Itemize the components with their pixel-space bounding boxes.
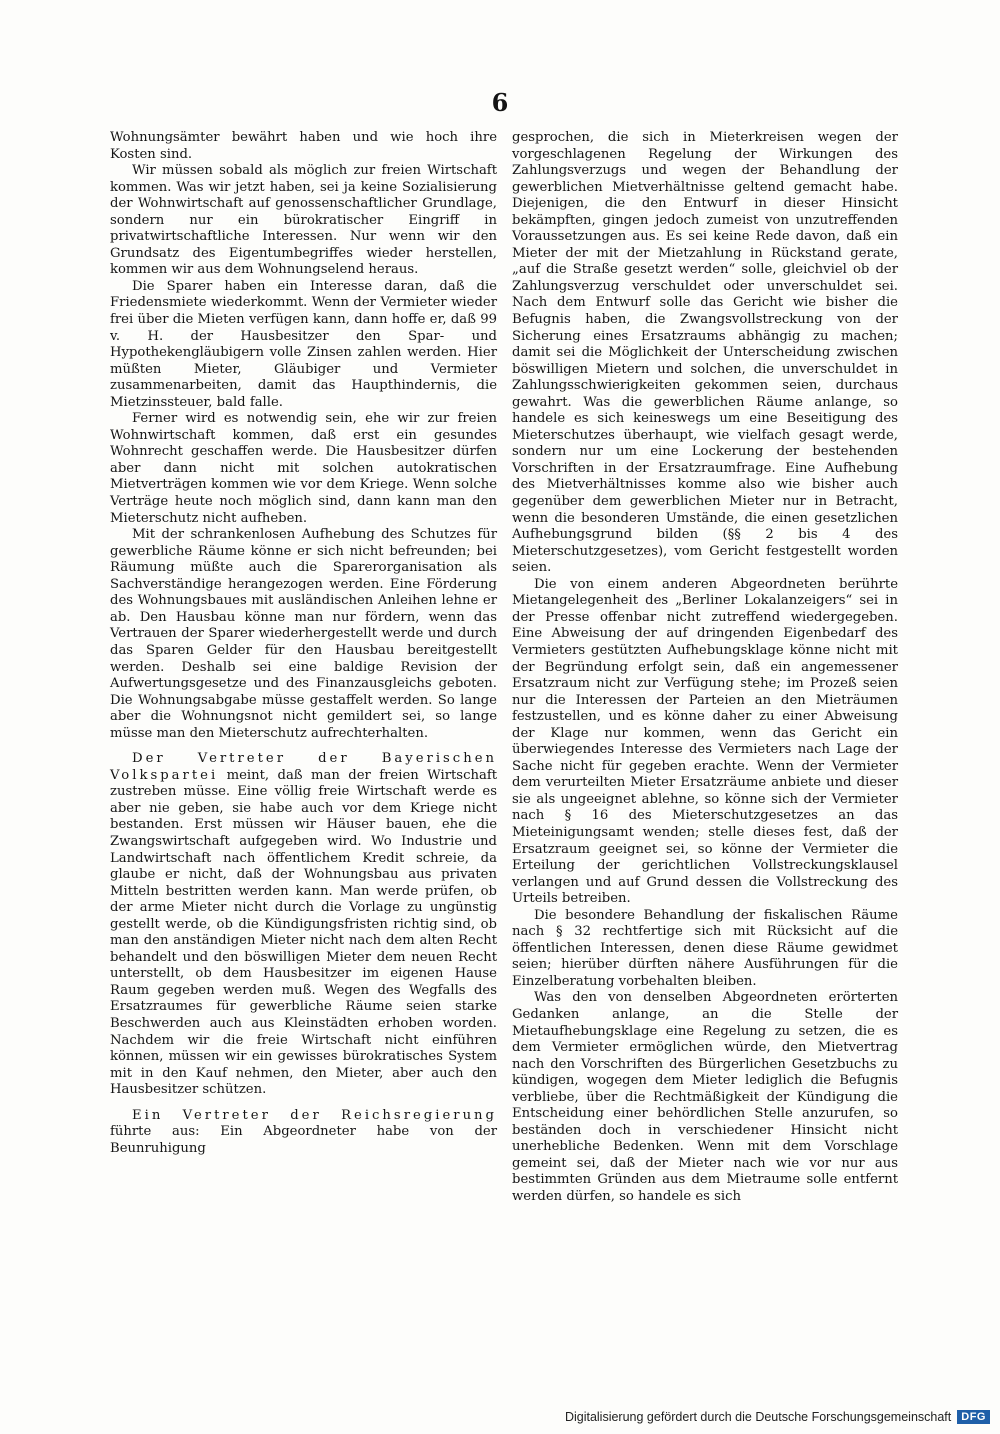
speaker-label: Ein Vertreter der Reichsregierung (132, 1107, 497, 1123)
credit-text: Digitalisierung gefördert durch die Deutsche Forschungsgemeinschaft (564, 1410, 952, 1424)
paragraph: gesprochen, die sich in Mieterkreisen wegen der vorgeschlagenen Regelung der Wirkungen des Zahlungsverzugs und wegen der Behandlung der gewerblichen Mietverhältnisse geltend gemacht habe. Diejenigen, die den Entwurf in dieser Hinsicht bekämpften, gingen jedoch zumeist von unzutreffenden Voraussetzungen aus. Es sei keine Rede davon, daß ein Mieter der mit der Mietzahlung in Rückstand gerate, „auf die Straße gesetzt werden“ solle, gleichviel ob der Zahlungsverzug verschuldet oder unverschuldet sei. Nach dem Entwurf solle das Gericht wie bisher die Befugnis haben, die Zwangsvollstreckung von der Sicherung eines Ersatzraums abhängig zu machen; damit sei die Möglichkeit der Unterscheidung zwischen böswilligen Mietern und solchen, die unverschuldet in Zahlungsschwierigkeiten gekommen seien, durchaus gewahrt. Was die gewerblichen Räume anlange, so handele es sich keineswegs um eine Beseitigung des Mieterschutzes überhaupt, wie vielfach gesagt werde, sondern nur um eine Lockerung der bestehenden Vorschriften in der Ersatzraumfrage. Eine Aufhebung des Mietverhältnisses komme also wie bisher auch gegenüber dem gewerblichen Mieter nur in Betracht, wenn die besonderen Umstände, die einen gesetzlichen Aufhebungsgrund bilden (§§ 2 bis 4 des Mieterschutzgesetzes), vom Gericht festgestellt worden seien. (512, 130, 898, 576)
paragraph (110, 751, 497, 1098)
paragraph-text: meint, daß man der freien Wirtschaft zustreben müsse. Eine völlig freie Wirtschaft werde es aber nie geben, sie habe auch vor dem Kriege nicht bestanden. Erst müssen wir Häuser bauen, ehe die Zwangswirtschaft aufgegeben wird. Wo Industrie und Landwirtschaft nach öffentlichem Kredit schreie, da glaube er nicht, daß der Wohnungsbau aus privaten Mitteln bestritten werden kann. Man werde prüfen, ob der arme Mieter nicht durch die Vorlage zu ungünstig gestellt werde, ob die Kündigungsfristen richtig sind, ob man den anständigen Mieter nicht nach dem alten Recht behandelt und den böswilligen Mieter dem neuen Recht unterstellt, ob dem Hausbesitzer im eigenen Hause Raum gegeben werden muß. Wegen des Wegfalls des Ersatzraumes für gewerbliche Räume seien starke Beschwerden auch aus Kleinstädten erhoben worden. Nachdem wir die freie Wirtschaft nicht einführen können, müssen wir ein gewisses bürokratisches System mit in den Kauf nehmen, den Mieter, aber auch den Hausbesitzer schützen. (110, 767, 497, 1098)
dfg-logo: DFG (957, 1410, 990, 1424)
paragraph: Was den von denselben Abgeordneten erörterten Gedanken anlange, an die Stelle der Mietaufhebungsklage eine Regelung zu setzen, die es dem Vermieter ermöglichen würde, den Mietvertrag nach den Vorschriften des Bürgerlichen Gesetzbuchs zu kündigen, wogegen dem Mieter lediglich die Befugnis verbliebe, über die Rechtmäßigkeit der Kündigung die Entscheidung einer behördlichen Stelle anzurufen, so beständen doch in verschiedener Hinsicht nicht unerhebliche Bedenken. Wenn mit dem Vorschlage gemeint sei, daß der Mieter nach wie vor nur aus bestimmten Gründen aus dem Mietraume solle entfernt werden dürfen, so handele es sich (512, 990, 898, 1204)
paragraph (110, 1108, 497, 1158)
paragraph: Ferner wird es notwendig sein, ehe wir zur freien Wohnwirtschaft kommen, daß erst ein gesundes Wohnrecht geschaffen werde. Die Hausbesitzer dürfen aber dann nicht mit solchen autokratischen Mietverträgen kommen wie vor dem Kriege. Wenn solche Verträge heute noch möglich sind, dann kann man den Mieterschutz nicht aufheben. (110, 411, 497, 526)
paragraph: Mit der schrankenlosen Aufhebung des Schutzes für gewerbliche Räume könne er sich nicht befreunden; bei Räumung müßte auch die Sparerorganisation als Sachverständige herangezogen werden. Eine Förderung des Wohnungsbaues mit ausländischen Anleihen lehne er ab. Den Hausbau könne man nur fördern, wenn das Vertrauen der Sparer wiederhergestellt werde und durch das Sparen Gelder für den Hausbau bereitgestellt werden. Deshalb sei eine baldige Revision der Aufwertungsgesetze und des Finanzausgleichs geboten. Die Wohnungsabgabe müsse gestaffelt werden. So lange aber die Wohnungsnot nicht gemildert sei, so lange müsse man den Mieterschutz aufrechterhalten. (110, 527, 497, 741)
paragraph: Wir müssen sobald als möglich zur freien Wirtschaft kommen. Was wir jetzt haben, sei ja keine Sozialisierung der Wohnwirtschaft auf genossenschaftlicher Grundlage, sondern nur ein bürokratischer Eingriff in privatwirtschaftliche Interessen. Nur wenn wir den Grundsatz des Eigentumbegriffes wieder herstellen, kommen wir aus dem Wohnungselend heraus. (110, 163, 497, 278)
paragraph: Die besondere Behandlung der fiskalischen Räume nach § 32 rechtfertige sich mit Rücksicht auf die öffentlichen Interessen, denen diese Räume gewidmet seien; hierüber dürften nähere Ausführungen für die Einzelberatung vorbehalten bleiben. (512, 907, 898, 989)
right-column (512, 130, 898, 1206)
paragraph: Die Sparer haben ein Interesse daran, daß die Friedensmiete wiederkommt. Wenn der Vermieter wieder frei über die Mieten verfügen kann, dann hoffe er, daß 99 v. H. der Hausbesitzer den Spar- und Hypothekengläubigern volle Zinsen zahlen werden. Hier müßten Mieter, Gläubiger und Vermieter zusammenarbeiten, damit das Haupthindernis, die Mietzinssteuer, bald falle. (110, 278, 497, 410)
page-number: 6 (491, 88, 509, 117)
paragraph: Die von einem anderen Abgeordneten berührte Mietangelegenheit des „Berliner Lokalanzeigers“ sei in der Presse offenbar nicht zutreffend wiedergegeben. Eine Abweisung der auf dringenden Eigenbedarf des Vermieters gestützten Aufhebungsklage könne nicht mit der Begründung erfolgt sein, daß ein angemessener Ersatzraum nicht zur Verfügung stehe; im Prozeß seien nur die Interessen der Parteien an den Mieträumen festzustellen, und es könne daher zu einer Abweisung der Klage nur kommen, wenn das Gericht ein überwiegendes Interesse des Vermieters nach Lage der Sache nicht für gegeben erachte. Wenn der Vermieter dem verurteilten Mieter Ersatzräume anbiete und dieser sie als ungeeignet ablehne, so könne sich der Vermieter nach § 16 des Mieterschutzgesetzes an das Mieteinigungsamt wenden; stelle dieses fest, daß der Ersatzraum geeignet sei, so könne der Vermieter die Erteilung der gerichtlichen Vollstreckungsklausel verlangen und auf Grund dessen die Vollstreckung des Urteils betreiben. (512, 576, 898, 907)
paragraph-text: führte aus: Ein Abgeordneter habe von der Beunruhigung (110, 1124, 497, 1156)
paragraph: Wohnungsämter bewährt haben und wie hoch ihre Kosten sind. (110, 130, 497, 162)
digitization-credit (565, 1410, 990, 1424)
speaker-label: Der Vertreter der Bayerischen Volkspartei (110, 751, 497, 783)
left-column (110, 130, 497, 1157)
